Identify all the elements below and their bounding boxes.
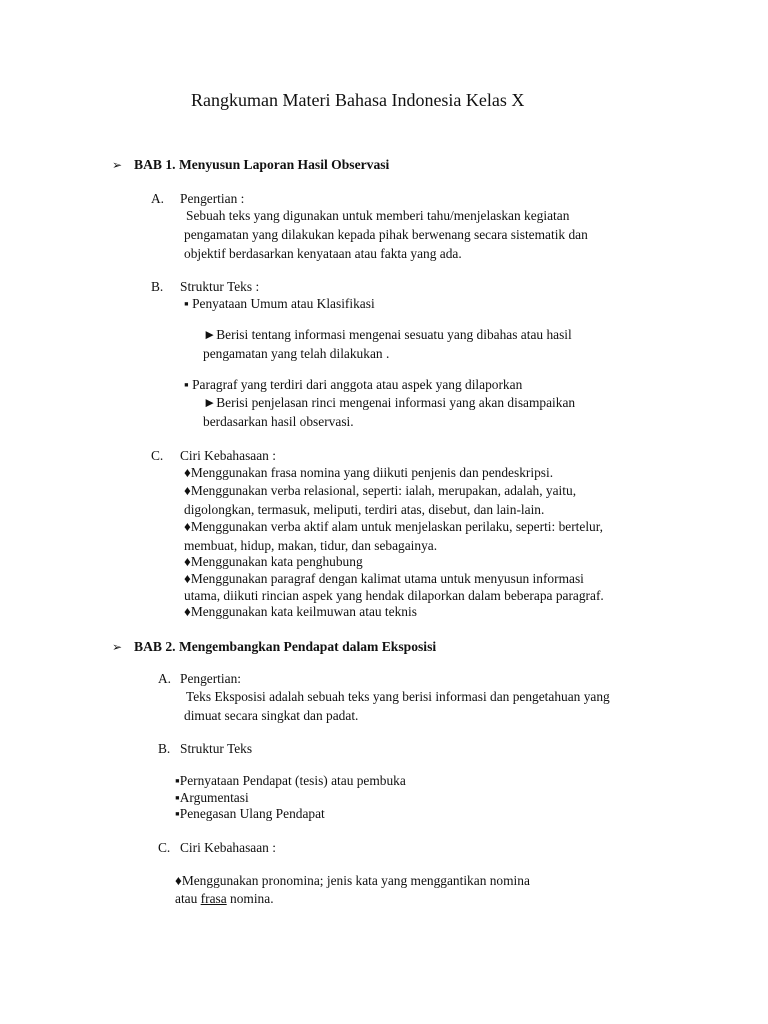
bab1-heading: BAB 1. Menyusun Laporan Hasil Observasi — [134, 157, 390, 172]
bab1-c-line: ♦Menggunakan kata keilmuwan atau teknis — [184, 604, 417, 619]
bab2-c-label: Ciri Kebahasaan : — [180, 840, 276, 855]
bab1-b-item: ▪ Penyataan Umum atau Klasifikasi — [184, 296, 375, 311]
bab2-a-label: Pengertian: — [180, 671, 241, 686]
bab1-a-line: objektif berdasarkan kenyataan atau fakta yang ada. — [184, 246, 462, 261]
bab2-a-line: dimuat secara singkat dan padat. — [184, 708, 359, 723]
bab2-c-marker: C. — [158, 840, 171, 855]
bab2-b-label: Struktur Teks — [180, 741, 253, 756]
bab1-b-item-desc: ►Berisi penjelasan rinci mengenai informasi yang akan disampaikan — [203, 395, 576, 410]
bab2-c-line-pre: atau — [175, 891, 201, 906]
bab1-c-label: Ciri Kebahasaan : — [180, 448, 276, 463]
page-title: Rangkuman Materi Bahasa Indonesia Kelas X — [191, 90, 525, 110]
bab1-b-marker: B. — [151, 279, 164, 294]
bab2-c-line — [175, 891, 274, 907]
bab2-heading: BAB 2. Mengembangkan Pendapat dalam Eksposisi — [134, 639, 437, 654]
bab2-b-item: ▪Argumentasi — [175, 790, 249, 805]
bab1-c-line: ♦Menggunakan kata penghubung — [184, 554, 363, 569]
bab2-b-marker: B. — [158, 741, 171, 756]
bab1-a-line: pengamatan yang dilakukan kepada pihak berwenang secara sistematik dan — [184, 227, 588, 242]
bab1-a-line: Sebuah teks yang digunakan untuk memberi tahu/menjelaskan kegiatan — [186, 208, 570, 223]
bab2-b-item: ▪Pernyataan Pendapat (tesis) atau pembuka — [175, 773, 406, 788]
bab1-c-line: ♦Menggunakan paragraf dengan kalimat utama untuk menyusun informasi — [184, 571, 584, 586]
bab2-a-line: Teks Eksposisi adalah sebuah teks yang berisi informasi dan pengetahuan yang — [186, 689, 610, 704]
bab1-a-label: Pengertian : — [180, 191, 245, 206]
bab1-c-marker: C. — [151, 448, 164, 463]
bab1-b-item-desc: pengamatan yang telah dilakukan . — [203, 346, 390, 361]
arrow-bullet-icon: ➢ — [112, 158, 123, 172]
bab2-c-line: ♦Menggunakan pronomina; jenis kata yang menggantikan nomina — [175, 873, 530, 888]
bab1-a-marker: A. — [151, 191, 165, 206]
arrow-bullet-icon: ➢ — [112, 640, 123, 654]
bab2-b-item: ▪Penegasan Ulang Pendapat — [175, 806, 325, 821]
bab2-c-line-post: nomina. — [226, 891, 274, 906]
bab1-b-item-desc: berdasarkan hasil observasi. — [203, 414, 354, 429]
bab1-b-item: ▪ Paragraf yang terdiri dari anggota atau aspek yang dilaporkan — [184, 377, 523, 392]
bab1-c-line: ♦Menggunakan frasa nomina yang diikuti penjenis dan pendeskripsi. — [184, 465, 554, 480]
bab2-a-marker: A. — [158, 671, 172, 686]
bab1-c-line: utama, diikuti rincian aspek yang hendak dilaporkan dalam beberapa paragraf. — [184, 588, 604, 603]
frasa-link[interactable]: frasa — [200, 891, 227, 906]
bab1-b-item-desc: ►Berisi tentang informasi mengenai sesuatu yang dibahas atau hasil — [203, 327, 572, 342]
bab1-c-line: membuat, hidup, makan, tidur, dan sebagainya. — [184, 538, 438, 553]
bab1-c-line: ♦Menggunakan verba aktif alam untuk menjelaskan perilaku, seperti: bertelur, — [184, 519, 604, 534]
bab1-c-line: digolongkan, termasuk, meliputi, terdiri atas, disebut, dan lain-lain. — [184, 502, 545, 517]
bab1-c-line: ♦Menggunakan verba relasional, seperti: ialah, merupakan, adalah, yaitu, — [184, 483, 577, 498]
bab1-b-label: Struktur Teks : — [180, 279, 260, 294]
